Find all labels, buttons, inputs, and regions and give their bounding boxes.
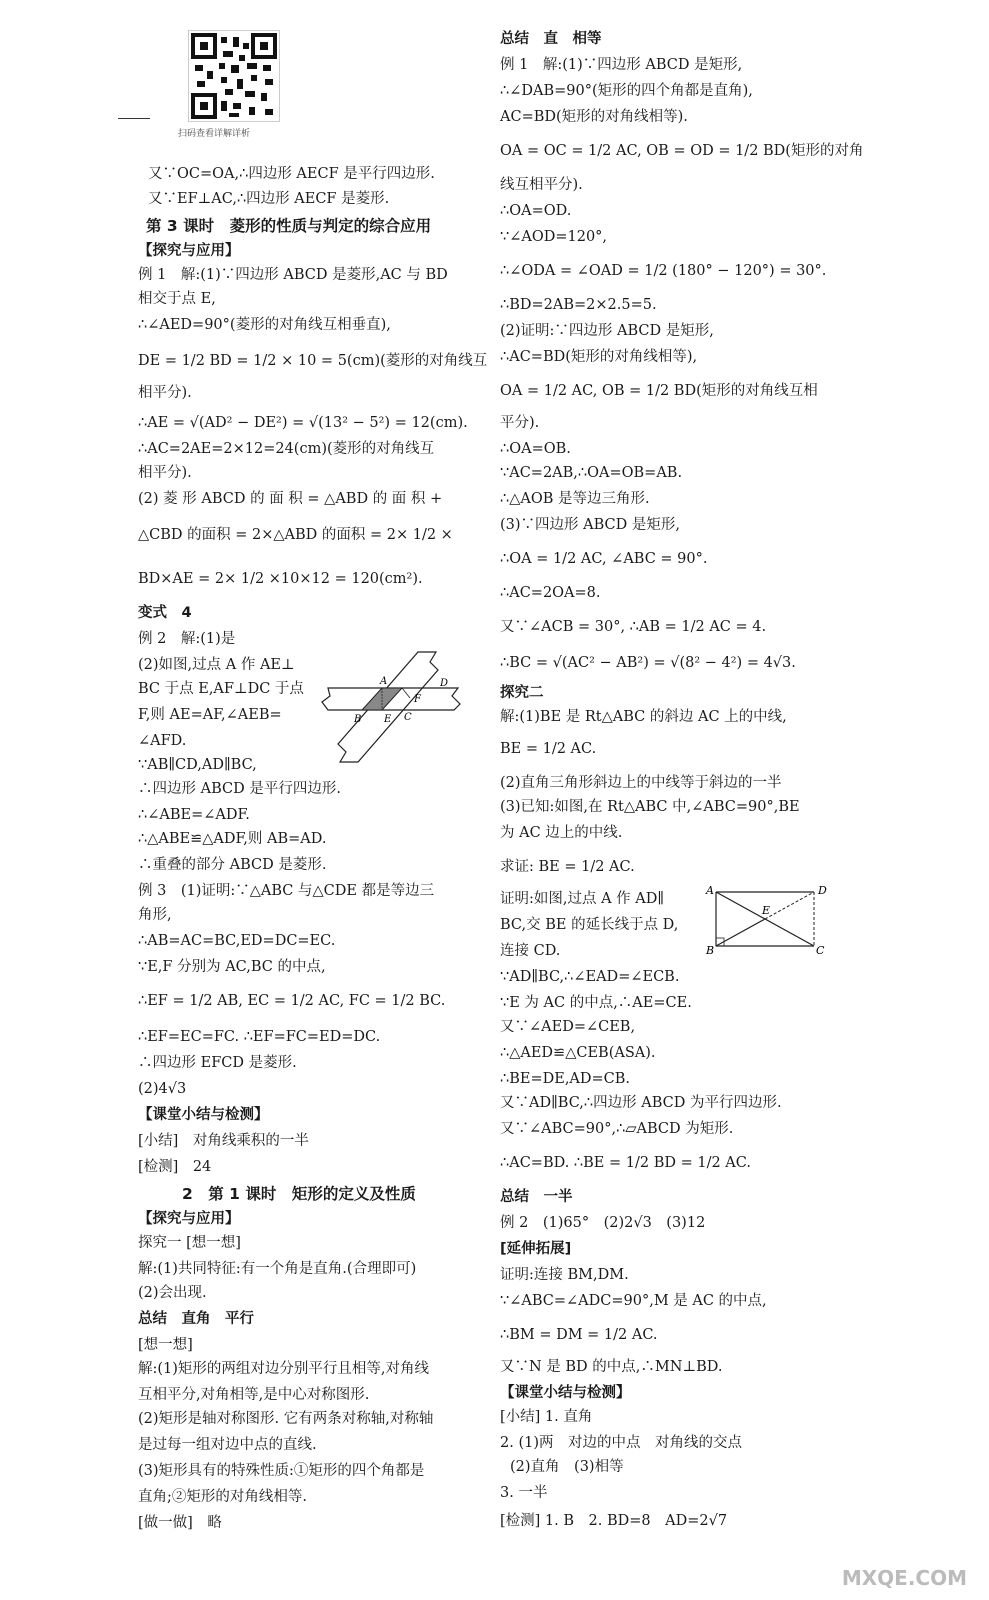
left-text-line: ∴AE = √(AD² − DE²) = √(13² − 5²) = 12(cm).	[138, 415, 468, 431]
right-text-line: 又∵∠ACB = 30°, ∴AB = 1/2 AC = 4.	[500, 619, 767, 635]
left-text-line: 【探究与应用】	[138, 243, 240, 259]
left-text-line: ∴四边形 EFCD 是菱形.	[138, 1055, 297, 1071]
diagonal-strip	[338, 652, 438, 762]
right-text-line: [延伸拓展]	[500, 1241, 572, 1257]
label-C: C	[404, 712, 412, 723]
left-text-line: ∠AFD.	[138, 733, 187, 749]
left-text-line: BD×AE = 2× 1/2 ×10×12 = 120(cm²).	[138, 571, 423, 587]
right-text-line: (2)证明:∵四边形 ABCD 是矩形,	[500, 323, 714, 339]
left-text-line: DE = 1/2 BD = 1/2 × 10 = 5(cm)(菱形的对角线互	[138, 353, 488, 369]
left-text-line: [小结] 对角线乘积的一半	[138, 1133, 309, 1149]
left-text-line: 总结 直角 平行	[138, 1311, 254, 1327]
right-text-line: 又∵N 是 BD 的中点,∴MN⊥BD.	[500, 1359, 723, 1375]
divider	[118, 118, 150, 119]
right-text-line: ∴∠DAB=90°(矩形的四个角都是直角),	[500, 83, 753, 99]
left-text-line: 变式 4	[138, 605, 192, 621]
right-text-line: ∵AC=2AB,∴OA=OB=AB.	[500, 465, 683, 481]
right-text-line: ∴AC=2OA=8.	[500, 585, 601, 601]
left-text-line: (2) 菱 形 ABCD 的 面 积 = △ABD 的 面 积 +	[138, 491, 443, 507]
right-text-line: 解:(1)BE 是 Rt△ABC 的斜边 AC 上的中线,	[500, 709, 787, 725]
right-text-line: ∴BC = √(AC² − AB²) = √(8² − 4²) = 4√3.	[500, 655, 796, 671]
label-E: E	[384, 714, 392, 725]
right-text-line: ∴∠ODA = ∠OAD = 1/2 (180° − 120°) = 30°.	[500, 263, 827, 279]
right-text-line: OA = OC = 1/2 AC, OB = OD = 1/2 BD(矩形的对角	[500, 143, 864, 159]
right-text-line: ∴AC=BD(矩形的对角线相等),	[500, 349, 698, 365]
left-text-line: 解:(1)共同特征:有一个角是直角.(合理即可)	[138, 1261, 417, 1277]
label-A: A	[380, 676, 388, 687]
right-text-line: 平分).	[500, 415, 540, 431]
right-text-line: [小结] 1. 直角	[500, 1409, 593, 1425]
left-text-line: 直角;②矩形的对角线相等.	[138, 1489, 307, 1505]
watermark: MXQE.COM	[841, 1566, 967, 1590]
right-text-line: 【课堂小结与检测】	[500, 1385, 631, 1401]
right-text-line: 总结 一半	[500, 1189, 573, 1205]
right-text-line: ∴△AED≌△CEB(ASA).	[500, 1045, 656, 1061]
right-text-line: ∴OA=OD.	[500, 203, 572, 219]
right-text-line: 探究二	[500, 685, 544, 701]
right-text-line: [检测] 1. B 2. BD=8 AD=2√7	[500, 1513, 728, 1529]
right-text-line: 证明:连接 BM,DM.	[500, 1267, 629, 1283]
right-text-line: ∴BD=2AB=2×2.5=5.	[500, 297, 657, 313]
right-text-line: BE = 1/2 AC.	[500, 741, 597, 757]
rectangle-figure	[702, 880, 832, 960]
right-text-line: 例 2 (1)65° (2)2√3 (3)12	[500, 1215, 706, 1231]
right-text-line: ∴OA = 1/2 AC, ∠ABC = 90°.	[500, 551, 708, 567]
left-text-line: ∴四边形 ABCD 是平行四边形.	[138, 781, 341, 797]
label-B: B	[354, 714, 362, 725]
left-text-line: 又∵OC=OA,∴四边形 AECF 是平行四边形.	[148, 166, 435, 182]
left-text-line: 第 3 课时 菱形的性质与判定的综合应用	[146, 217, 432, 235]
right-text-line: BC,交 BE 的延长线于点 D,	[500, 917, 679, 933]
right-text-line: AC=BD(矩形的对角线相等).	[500, 109, 688, 125]
right-text-line: (3)已知:如图,在 Rt△ABC 中,∠ABC=90°,BE	[500, 799, 800, 815]
left-text-line: 相交于点 E,	[138, 291, 216, 307]
left-text-line: ∴AC=2AE=2×12=24(cm)(菱形的对角线互	[138, 441, 435, 457]
qr-code-icon	[189, 31, 279, 121]
left-text-line: [检测] 24	[138, 1159, 212, 1175]
overlap-strips-figure	[318, 648, 468, 768]
left-text-line: F,则 AE=AF,∠AEB=	[138, 707, 282, 723]
right-text-line: ∴OA=OB.	[500, 441, 571, 457]
right-text-line: ∴BM = DM = 1/2 AC.	[500, 1327, 658, 1343]
right-text-line: ∵AD∥BC,∴∠EAD=∠ECB.	[500, 969, 680, 985]
left-text-line: ∵E,F 分别为 AC,BC 的中点,	[138, 959, 326, 975]
right-text-line: 线互相平分).	[500, 177, 583, 193]
right-text-line: ∵∠AOD=120°,	[500, 229, 608, 245]
left-text-line: 互相平分,对角相等,是中心对称图形.	[138, 1387, 370, 1403]
right-text-line: ∵∠ABC=∠ADC=90°,M 是 AC 的中点,	[500, 1293, 767, 1309]
label-F: F	[414, 694, 421, 705]
left-text-line: ∴EF = 1/2 AB, EC = 1/2 AC, FC = 1/2 BC.	[138, 993, 446, 1009]
qr-code[interactable]	[188, 30, 280, 122]
right-text-line: ∴BE=DE,AD=CB.	[500, 1071, 631, 1087]
left-text-line: 探究一 [想一想]	[138, 1235, 241, 1251]
left-text-line: 例 3 (1)证明:∵△ABC 与△CDE 都是等边三	[138, 883, 435, 899]
right-text-line: 3. 一半	[500, 1485, 548, 1501]
left-text-line: BC 于点 E,AF⊥DC 于点	[138, 681, 304, 697]
right-text-line: 例 1 解:(1)∵四边形 ABCD 是矩形,	[500, 57, 743, 73]
left-text-line: [做一做] 略	[138, 1515, 222, 1531]
left-text-line: ∴△ABE≌△ADF,则 AB=AD.	[138, 831, 327, 847]
left-text-line: 角形,	[138, 907, 172, 923]
left-text-line: 2 第 1 课时 矩形的定义及性质	[182, 1185, 416, 1203]
right-text-line: ∵E 为 AC 的中点,∴AE=CE.	[500, 995, 692, 1011]
right-text-line: 求证: BE = 1/2 AC.	[500, 859, 635, 875]
left-text-line: (2)4√3	[138, 1081, 187, 1097]
left-text-line: 解:(1)矩形的两组对边分别平行且相等,对角线	[138, 1361, 430, 1377]
label-D: D	[440, 678, 449, 689]
right-text-line: ∴△AOB 是等边三角形.	[500, 491, 650, 507]
left-text-line: 相平分).	[138, 465, 192, 481]
qr-caption: 扫码查看详解详析	[178, 129, 251, 139]
right-text-line: 又∵∠ABC=90°,∴▱ABCD 为矩形.	[500, 1121, 734, 1137]
left-text-line: 【课堂小结与检测】	[138, 1107, 269, 1123]
right-text-line: (2)直角三角形斜边上的中线等于斜边的一半	[500, 775, 782, 791]
right-text-line: (3)∵四边形 ABCD 是矩形,	[500, 517, 680, 533]
left-text-line: 是过每一组对边中点的直线.	[138, 1437, 317, 1453]
left-text-line: 例 2 解:(1)是	[138, 631, 236, 647]
left-text-line: 例 1 解:(1)∵四边形 ABCD 是菱形,AC 与 BD	[138, 267, 448, 283]
left-text-line: 相平分).	[138, 385, 192, 401]
right-text-line: 2. (1)两 对边的中点 对角线的交点	[500, 1435, 742, 1451]
left-text-line: [想一想]	[138, 1337, 193, 1353]
left-text-line: ∵AB∥CD,AD∥BC,	[138, 757, 257, 773]
left-text-line: (3)矩形具有的特殊性质:①矩形的四个角都是	[138, 1463, 425, 1479]
left-text-line: (2)矩形是轴对称图形. 它有两条对称轴,对称轴	[138, 1411, 434, 1427]
right-text-line: (2)直角 (3)相等	[510, 1459, 624, 1475]
right-text-line: 为 AC 边上的中线.	[500, 825, 623, 841]
left-text-line: △CBD 的面积 = 2×△ABD 的面积 = 2× 1/2 ×	[138, 527, 453, 543]
right-text-line: 连接 CD.	[500, 943, 561, 959]
right-text-line: 证明:如图,过点 A 作 AD∥	[500, 891, 665, 907]
label-C: C	[816, 944, 825, 957]
left-text-line: ∴AB=AC=BC,ED=DC=EC.	[138, 933, 336, 949]
left-text-line: (2)会出现.	[138, 1285, 207, 1301]
right-text-line: ∴AC=BD. ∴BE = 1/2 BD = 1/2 AC.	[500, 1155, 751, 1171]
left-text-line: (2)如图,过点 A 作 AE⊥	[138, 657, 295, 673]
left-text-line: ∴∠AED=90°(菱形的对角线互相垂直),	[138, 317, 391, 333]
right-text-line: 总结 直 相等	[500, 31, 602, 47]
left-text-line: 又∵EF⊥AC,∴四边形 AECF 是菱形.	[148, 191, 390, 207]
left-text-line: ∴重叠的部分 ABCD 是菱形.	[138, 857, 327, 873]
right-text-line: OA = 1/2 AC, OB = 1/2 BD(矩形的对角线互相	[500, 383, 818, 399]
left-text-line: 【探究与应用】	[138, 1211, 240, 1227]
right-text-line: 又∵∠AED=∠CEB,	[500, 1019, 636, 1035]
right-text-line: 又∵AD∥BC,∴四边形 ABCD 为平行四边形.	[500, 1095, 782, 1111]
left-text-line: ∴∠ABE=∠ADF.	[138, 807, 250, 823]
label-B: B	[706, 944, 715, 957]
label-E: E	[762, 904, 771, 917]
label-A: A	[706, 884, 714, 897]
label-D: D	[818, 884, 827, 897]
left-text-line: ∴EF=EC=FC. ∴EF=FC=ED=DC.	[138, 1029, 381, 1045]
